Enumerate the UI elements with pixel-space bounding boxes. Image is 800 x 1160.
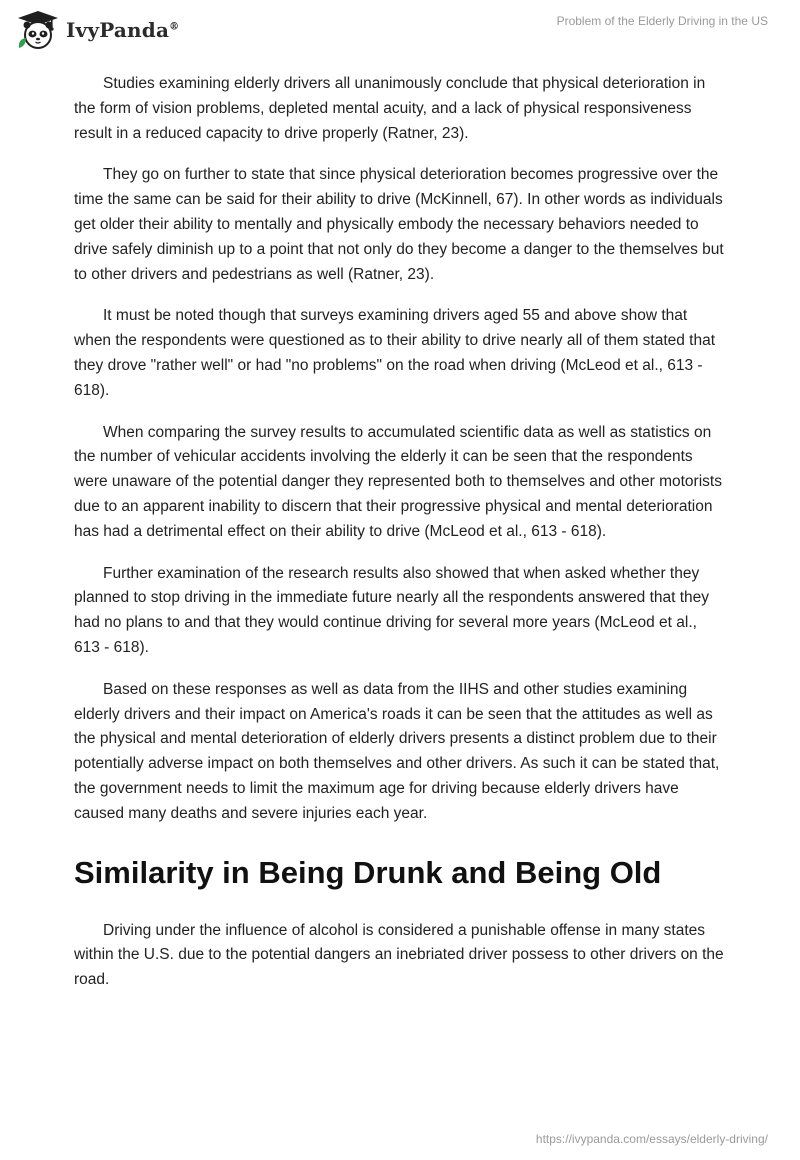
ivypanda-logo[interactable] xyxy=(16,8,179,52)
page-header xyxy=(0,0,800,60)
paragraph: When comparing the survey results to accumulated scientific data as well as statistics on the number of vehicular accidents involving the elderly it can be seen that the respondents were unaware of the potential danger they represented both to themselves and other motorists due to an apparent inability to discern that their progressive physical and mental deterioration has had a detrimental effect on their ability to drive (McLeod et al., 613 - 618). xyxy=(74,423,722,540)
paragraph: Studies examining elderly drivers all unanimously conclude that physical deterioration in the form of vision problems, depleted mental acuity, and a lack of physical responsiveness result in a reduced capacity to drive properly (Ratner, 23). xyxy=(74,75,706,142)
section-heading: Similarity in Being Drunk and Being Old xyxy=(74,854,662,890)
document-title: Problem of the Elderly Driving in the US xyxy=(556,14,768,28)
registered-mark: ® xyxy=(169,21,180,33)
paragraph: Driving under the influence of alcohol is considered a punishable offense in many states within the U.S. due to the potential dangers an inebriated driver possess to other drivers on the road. xyxy=(74,921,724,989)
brand-name-text: IvyPanda xyxy=(66,18,170,42)
panda-mascot-icon xyxy=(16,8,60,52)
paragraph: Based on these responses as well as data from the IIHS and other studies examining elderly drivers and their impact on America's roads it can be seen that the attitudes as well as the physical and mental deterioration of elderly drivers presents a distinct problem due to their potentially adverse impact on both themselves and other drivers. As such it can be stated that, the government needs to limit the maximum age for driving because elderly drivers have caused many deaths and severe injuries each year. xyxy=(74,680,720,822)
paragraph: They go on further to state that since physical deterioration becomes progressive over the time the same can be said for their ability to drive (McKinnell, 67). In other words as individuals get older their ability to mentally and physically embody the necessary behaviors needed to drive safely diminish up to a point that not only do they become a danger to the themselves but to other drivers and pedestrians as well (Ratner, 23). xyxy=(74,166,724,283)
brand-name xyxy=(66,18,179,42)
paragraph: It must be noted though that surveys examining drivers aged 55 and above show that when the respondents were questioned as to their ability to drive nearly all of them stated that they drove "rather well" or had "no problems" on the road when driving (McLeod et al., 613 - 618). xyxy=(74,307,716,399)
source-url[interactable]: https://ivypanda.com/essays/elderly-driving/ xyxy=(535,1132,768,1146)
essay-content xyxy=(74,72,724,1010)
paragraph: Further examination of the research results also showed that when asked whether they planned to stop driving in the immediate future nearly all the respondents answered that they had no plans to and that they would continue driving for several more years (McLeod et al., 613 - 618). xyxy=(74,564,710,656)
